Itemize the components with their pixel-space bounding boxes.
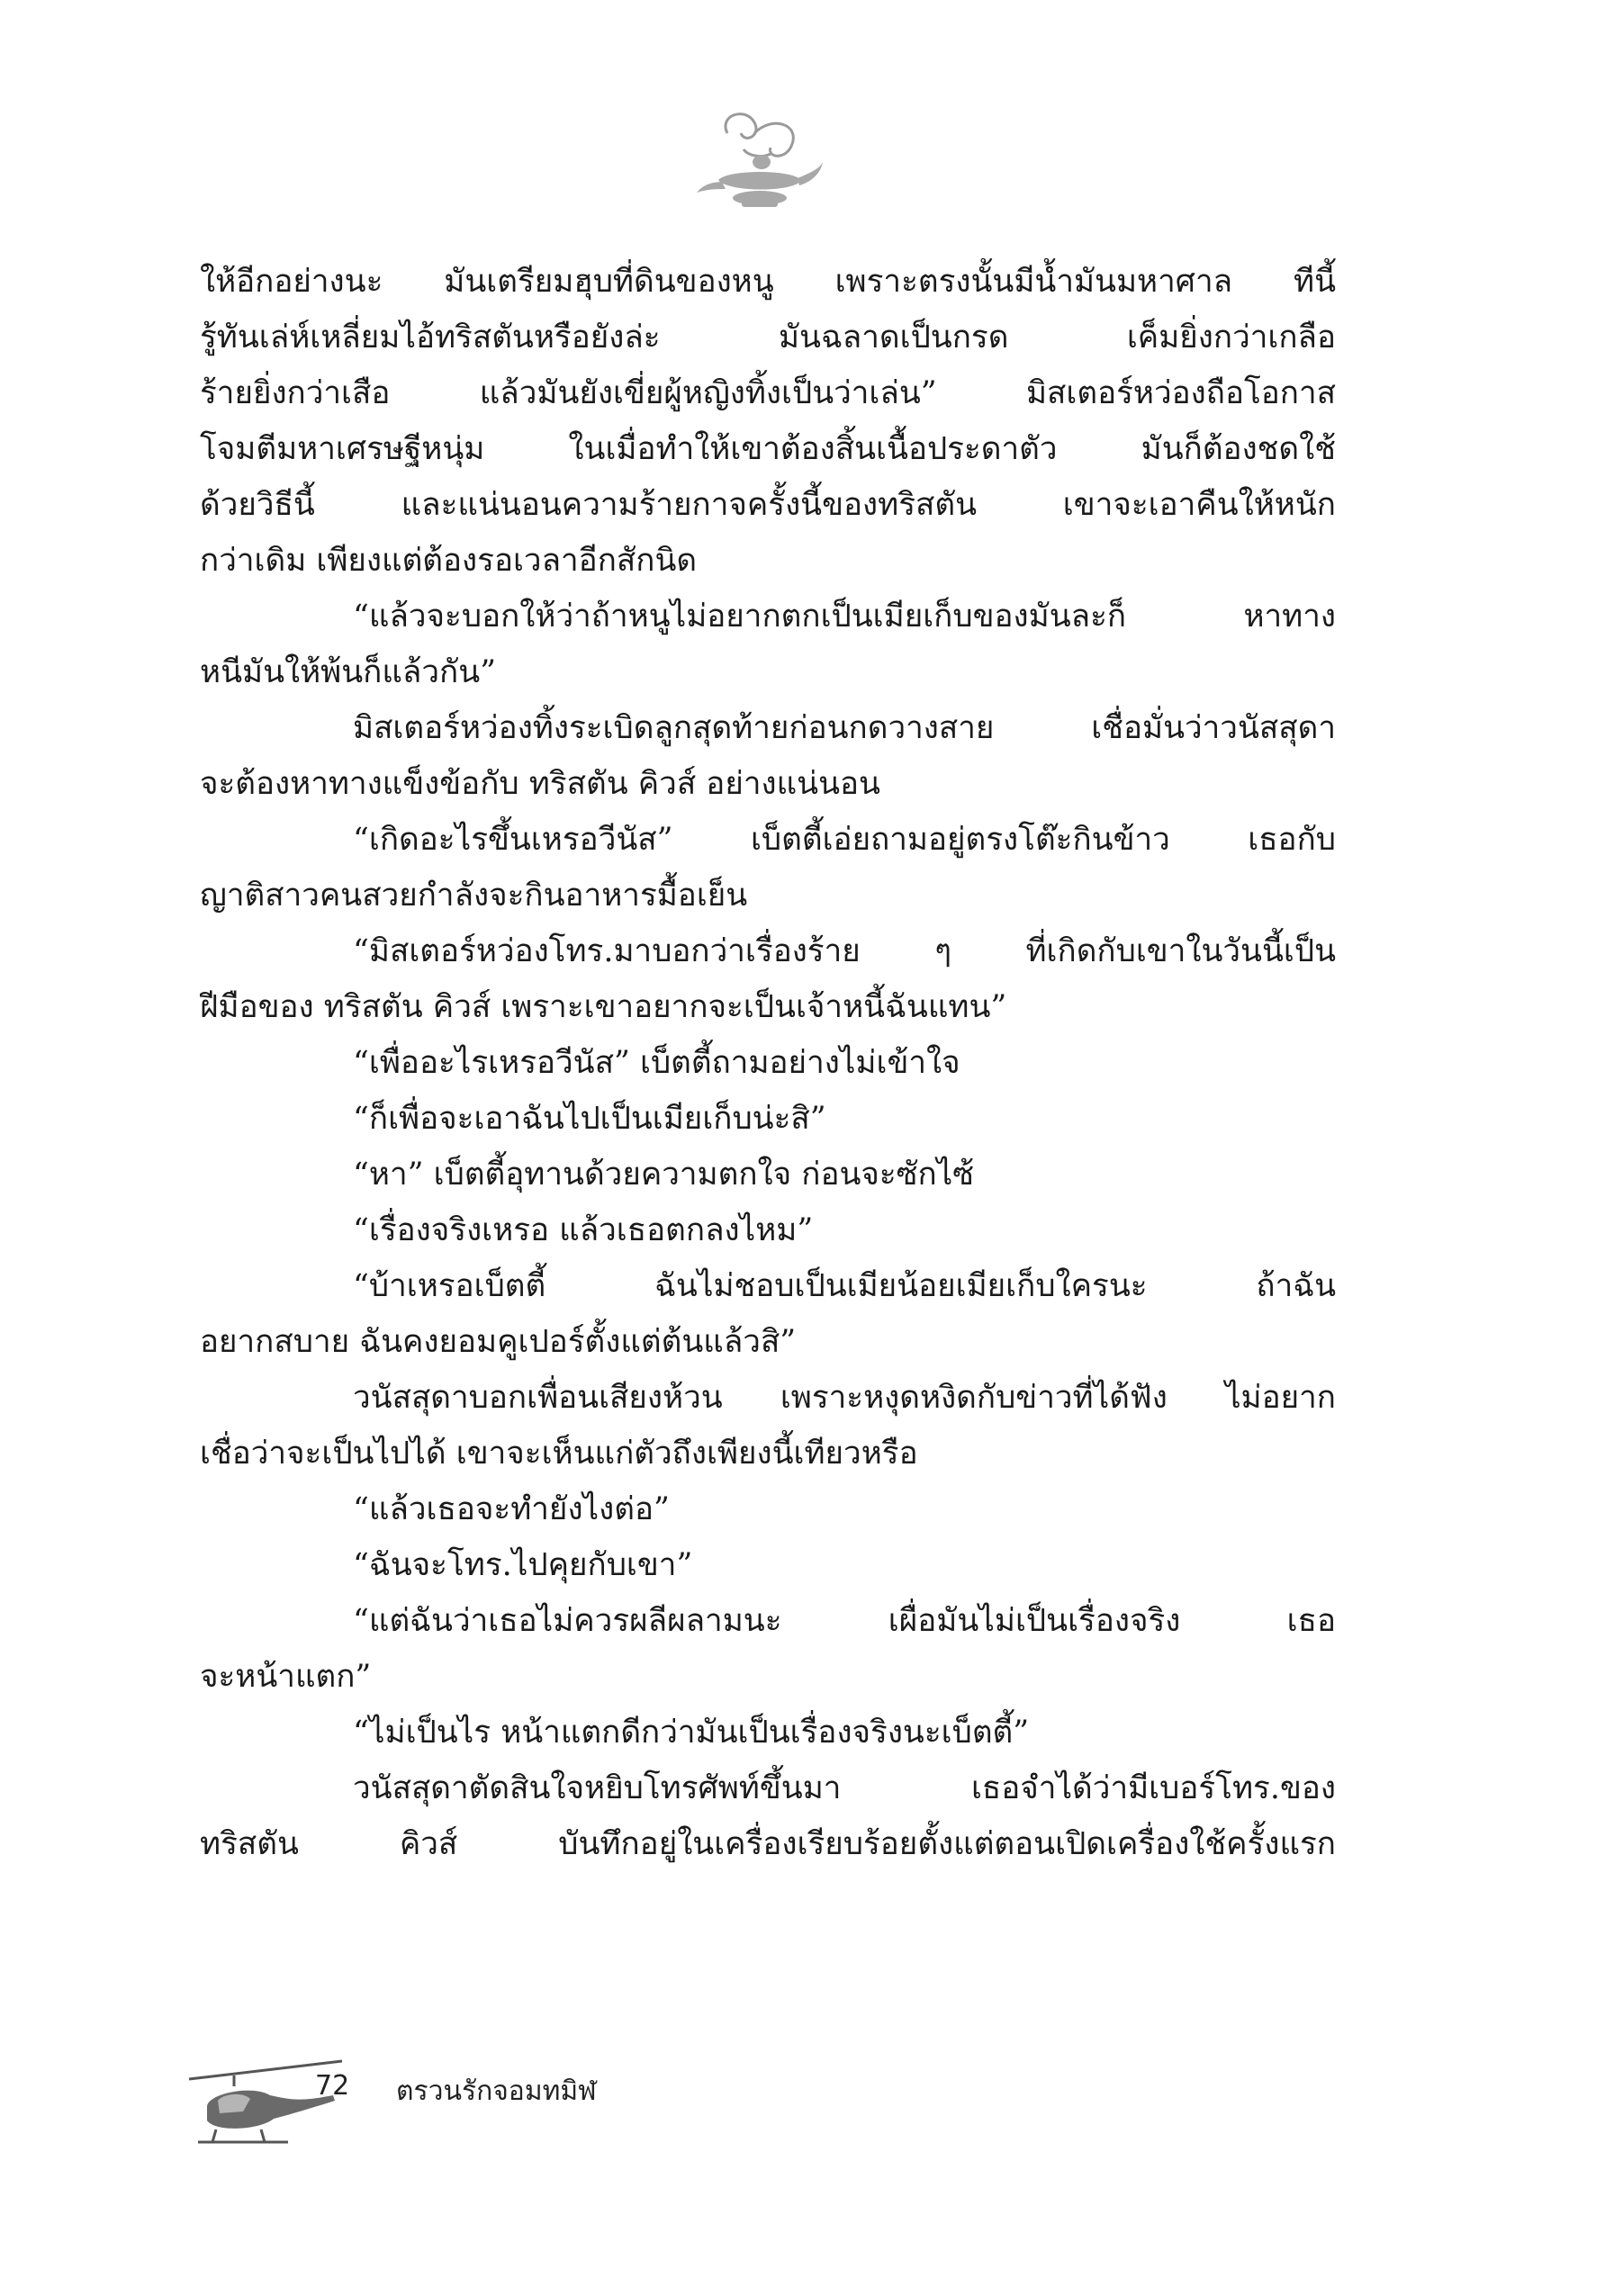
text-line: วนัสสุดาตัดสินใจหยิบโทรศัพท์ขึ้นมา เธอจำได้ว่ามีเบอร์โทร.ของ [353,1770,1336,1806]
text-line: ร้ายยิ่งกว่าเสือ แล้วมันยังเขี่ยผู้หญิงทิ้งเป็นว่าเล่น” มิสเตอร์หว่องถือโอกาส [200,375,1336,411]
text-line: “เพื่ออะไรเหรอวีนัส” เบ็ตตี้ถามอย่างไม่เข้าใจ [353,1045,960,1081]
text-line: มิสเตอร์หว่องทิ้งระเบิดลูกสุดท้ายก่อนกดวางสาย เชื่อมั่นว่าวนัสสุดา [353,710,1336,746]
text-line: กว่าเดิม เพียงแต่ต้องรอเวลาอีกสักนิด [200,543,698,579]
text-line: ทริสตัน คิวส์ บันทึกอยู่ในเครื่องเรียบร้อยตั้งแต่ตอนเปิดเครื่องใช้ครั้งแรก [200,1826,1336,1862]
page-footer [180,2043,810,2160]
text-line: “ก็เพื่อจะเอาฉันไปเป็นเมียเก็บน่ะสิ” [353,1101,826,1137]
text-line: ญาติสาวคนสวยกำลังจะกินอาหารมื้อเย็น [200,878,748,914]
text-line: “บ้าเหรอเบ็ตตี้ ฉันไม่ชอบเป็นเมียน้อยเมียเก็บใครนะ ถ้าฉัน [353,1268,1336,1304]
text-line: “แต่ฉันว่าเธอไม่ควรผลีผลามนะ เผื่อมันไม่เป็นเรื่องจริง เธอ [353,1603,1336,1639]
helicopter-icon [180,2043,360,2160]
text-line: “มิสเตอร์หว่องโทร.มาบอกว่าเรื่องร้าย ๆ ที่เกิดกับเขาในวันนี้เป็น [353,933,1336,969]
body-text [200,254,1336,1872]
text-line: “เรื่องจริงเหรอ แล้วเธอตกลงไหม” [353,1212,814,1248]
text-line: “แล้วเธอจะทำยังไงต่อ” [353,1491,670,1527]
text-line: “แล้วจะบอกให้ว่าถ้าหนูไม่อยากตกเป็นเมียเก็บของมันละก็ หาทาง [353,599,1336,635]
text-line: ให้อีกอย่างนะ มันเตรียมฮุบที่ดินของหนู เพราะตรงนั้นมีน้ำมันมหาศาล ทีนี้ [200,264,1336,300]
text-line: วนัสสุดาบอกเพื่อนเสียงห้วน เพราะหงุดหงิดกับข่าวที่ได้ฟัง ไม่อยาก [353,1380,1336,1416]
genie-lamp-icon [691,106,826,232]
text-line: จะต้องหาทางแข็งข้อกับ ทริสตัน คิวส์ อย่างแน่นอน [200,766,880,802]
page-number: 72 [315,2070,350,2102]
text-line: “เกิดอะไรขึ้นเหรอวีนัส” เบ็ตตี้เอ่ยถามอยู่ตรงโต๊ะกินข้าว เธอกับ [353,822,1336,858]
text-line: จะหน้าแตก” [200,1659,372,1695]
text-line: โจมตีมหาเศรษฐีหนุ่ม ในเมื่อทำให้เขาต้องสิ้นเนื้อประดาตัว มันก็ต้องชดใช้ [200,431,1336,467]
text-line: หนีมันให้พ้นก็แล้วกัน” [200,654,497,690]
text-line: เชื่อว่าจะเป็นไปได้ เขาจะเห็นแก่ตัวถึงเพียงนี้เทียวหรือ [200,1436,918,1472]
text-line: ฝีมือของ ทริสตัน คิวส์ เพราะเขาอยากจะเป็นเจ้าหนี้ฉันแทน” [200,989,1007,1025]
text-line: อยากสบาย ฉันคงยอมคูเปอร์ตั้งแต่ต้นแล้วสิ” [200,1324,797,1360]
text-line: “ไม่เป็นไร หน้าแตกดีกว่ามันเป็นเรื่องจริงนะเบ็ตตี้” [353,1715,1030,1751]
text-line: ด้วยวิธีนี้ และแน่นอนความร้ายกาจครั้งนี้ของทริสตัน เขาจะเอาคืนให้หนัก [200,487,1336,523]
text-line: “หา” เบ็ตตี้อุทานด้วยความตกใจ ก่อนจะซักไซ้ [353,1157,975,1193]
text-line: รู้ทันเล่ห์เหลี่ยมไอ้ทริสตันหรือยังล่ะ มันฉลาดเป็นกรด เค็มยิ่งกว่าเกลือ [200,320,1336,356]
text-line: “ฉันจะโทร.ไปคุยกับเขา” [353,1547,693,1583]
book-title: ตรวนรักจอมทมิฬ [396,2075,597,2107]
